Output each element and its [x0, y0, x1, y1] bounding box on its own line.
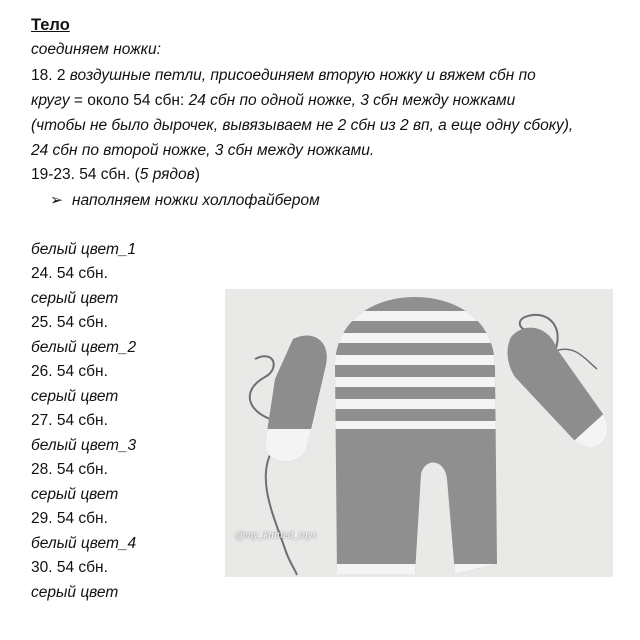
color-label: белый цвет_2 — [31, 339, 137, 356]
row-instruction: 25. 54 сбн. — [31, 314, 108, 331]
rows-19-23-close: ) — [194, 166, 200, 183]
row-instruction: 30. 54 сбн. — [31, 559, 108, 576]
color-label: белый цвет_1 — [31, 241, 137, 258]
rows-19-23-count: 5 рядов — [139, 166, 195, 183]
row-instruction: 26. 54 сбн. — [31, 363, 108, 380]
bullet-text: наполняем ножки холлофайбером — [72, 192, 320, 209]
color-label: серый цвет — [31, 388, 119, 405]
color-label: белый цвет_4 — [31, 535, 137, 552]
row-18-text: воздушные петли, присоединяем вторую ножку и вяжем сбн по — [69, 67, 536, 84]
row-18-word: кругу — [31, 92, 70, 109]
color-label: серый цвет — [31, 486, 119, 503]
section-title: Тело — [31, 16, 70, 34]
row-instruction: 29. 54 сбн. — [31, 510, 108, 527]
row-18-line-4: 24 сбн по второй ножке, 3 сбн между ножками. — [31, 142, 375, 159]
row-18-line-2 — [31, 91, 515, 111]
row-instruction: 28. 54 сбн. — [31, 461, 108, 478]
color-label: белый цвет_3 — [31, 437, 137, 454]
color-label: серый цвет — [31, 584, 119, 601]
crochet-body-photo — [225, 289, 613, 577]
arrow-bullet-icon: ➢ — [50, 192, 63, 209]
rows-19-23 — [31, 165, 200, 185]
row-18-line-3: (чтобы не было дырочек, вывязываем не 2 сбн из 2 вп, а еще одну сбоку), — [31, 117, 574, 134]
color-label: серый цвет — [31, 290, 119, 307]
row-18-number: 18. 2 — [31, 67, 70, 84]
row-instruction: 24. 54 сбн. — [31, 265, 108, 282]
row-instruction: 27. 54 сбн. — [31, 412, 108, 429]
row-18-detail: 24 сбн по одной ножке, 3 сбн между ножками — [188, 92, 516, 109]
watermark: @my_knitted_toys — [235, 529, 317, 541]
rows-19-23-text: 19-23. 54 сбн. ( — [31, 166, 140, 183]
bullet-item — [50, 191, 320, 210]
row-18-line-1 — [31, 66, 536, 86]
intro-text: соединяем ножки: — [31, 41, 161, 58]
row-18-count: = около 54 сбн: — [69, 92, 189, 109]
